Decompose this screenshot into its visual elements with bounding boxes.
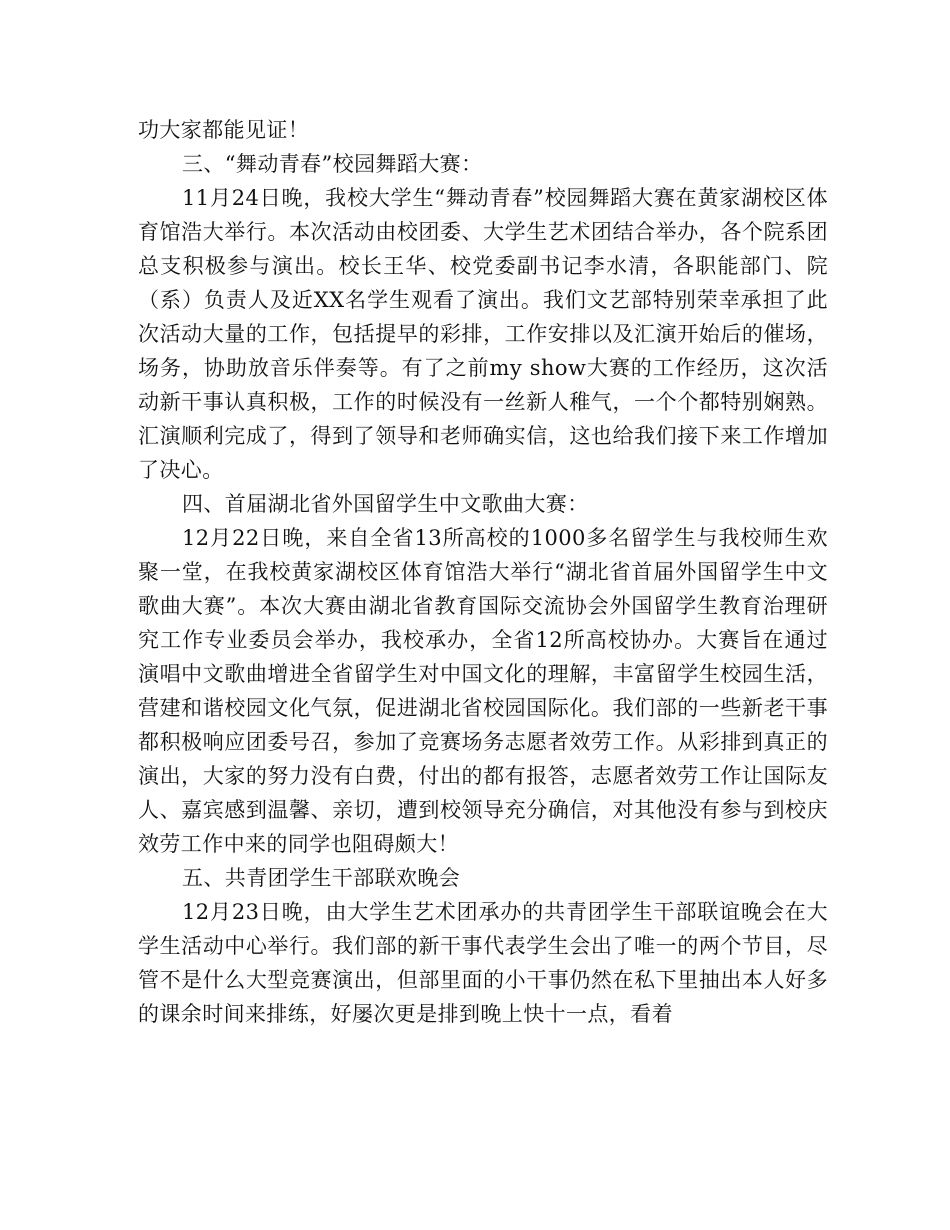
paragraph-continuation: 功大家都能见证！ [138,118,310,142]
paragraph-party: 12月23日晚，由大学生艺术团承办的共青团学生干部联谊晚会在大学生活动中心举行。我们部的新干事代表学生会出了唯一的两个节目，尽管不是什么大型竞赛演出，但部里面的小干事仍然在私下里抽出本人好多的课余时间来排练，好屡次更是排到晚上快十一点，看着 [138,900,828,1026]
document-body [138,113,828,1031]
section-heading-5: 五、共青团学生干部联欢晚会 [182,866,461,890]
paragraph-dance-contest: 11月24日晚，我校大学生“舞动青春”校园舞蹈大赛在黄家湖校区体育馆浩大举行。本次活动由校团委、大学生艺术团结合举办，各个院系团总支积极参与演出。校长王华、校党委副书记李水清，各职能部门、院（系）负责人及近XX名学生观看了演出。我们文艺部特别荣幸承担了此次活动大量的工作，包括提早的彩排，工作安排以及汇演开始后的催场，场务，协助放音乐伴奏等。有了之前my show大赛的工作经历，这次活动新干事认真积极，工作的时候没有一丝新人稚气，一个个都特别娴熟。汇演顺利完成了，得到了领导和老师确实信，这也给我们接下来工作增加了决心。 [138,186,828,482]
section-heading-4: 四、首届湖北省外国留学生中文歌曲大赛： [182,492,589,516]
paragraph-song-contest: 12月22日晚，来自全省13所高校的1000多名留学生与我校师生欢聚一堂，在我校黄家湖校区体育馆浩大举行“湖北省首届外国留学生中文歌曲大赛”。本次大赛由湖北省教育国际交流协会外国留学生教育治理研究工作专业委员会举办，我校承办，全省12所高校协办。大赛旨在通过演唱中文歌曲增进全省留学生对中国文化的理解，丰富留学生校园生活，营建和谐校园文化气氛，促进湖北省校园国际化。我们部的一些新老干事都积极响应团委号召，参加了竞赛场务志愿者效劳工作。从彩排到真正的演出，大家的努力没有白费，付出的都有报答，志愿者效劳工作让国际友人、嘉宾感到温馨、亲切，遭到校领导充分确信，对其他没有参与到校庆效劳工作中来的同学也阻碍颇大！ [138,526,828,856]
section-heading-3: 三、“舞动青春”校园舞蹈大赛： [182,152,483,176]
